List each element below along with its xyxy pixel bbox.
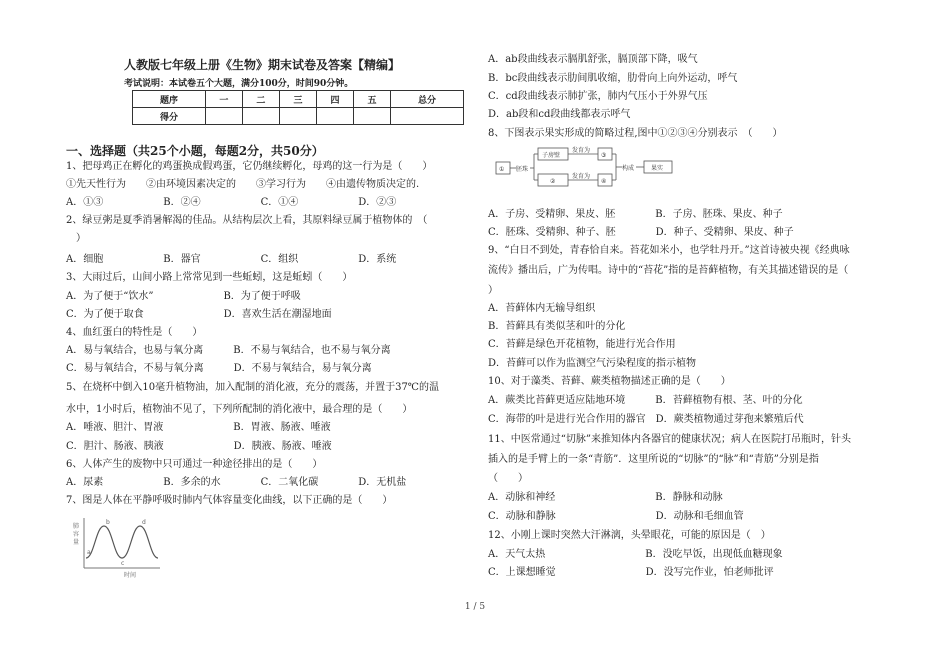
flow-label: 发育为 — [572, 147, 591, 154]
question-line: B．苔藓具有类似茎和叶的分化 — [488, 321, 626, 332]
section-heading: 一、选择题（共25个小题，每题2分，共50分） — [66, 144, 324, 158]
question-line: 6、人体产生的废物中只可通过一种途径排出的是（ ） — [66, 459, 323, 470]
question-line: 11、中医常通过“切脉”来推知体内各器官的健康状况；病人在医院打吊瓶时，针头 — [488, 434, 851, 445]
graph-ylabel-3: 量 — [73, 539, 80, 546]
lung-volume-graph — [72, 514, 164, 578]
score-header-cell: 四 — [316, 91, 353, 108]
question-line: ①先天性行为 ②由环境因素决定的 ③学习行为 ④由遗传物质决定的. — [66, 179, 420, 190]
graph-point-label: d — [142, 519, 146, 526]
score-cell[interactable] — [354, 108, 391, 125]
flow-label: ① — [499, 166, 505, 173]
flow-label: 果实 — [651, 165, 664, 172]
question-line: A．ab段曲线表示膈肌舒张，膈顶部下降，吸气 — [488, 54, 698, 65]
question-line: 3、大雨过后，山间小路上常常见到一些蚯蚓，这是蚯蚓（ ） — [66, 272, 353, 283]
question-line: A．细胞 B．器官 C．组织 D．系统 — [66, 254, 397, 265]
graph-point-label: a — [87, 549, 91, 556]
question-line: A．①③ B．②④ C．①④ D．②③ — [66, 197, 397, 208]
question-line: A．子房、受精卵、果皮、胚 B．子房、胚珠、果皮、种子 — [488, 209, 783, 220]
question-line: C．上课想睡觉 D．没写完作业，怕老师批评 — [488, 567, 774, 578]
question-line: 8、下图表示果实形成的简略过程,图中①②③④分别表示 （ ） — [488, 128, 783, 139]
graph-point-label: b — [106, 519, 110, 526]
score-cell[interactable] — [242, 108, 279, 125]
score-header-cell: 三 — [279, 91, 316, 108]
question-line: A．蕨类比苔藓更适应陆地环境 B．苔藓植物有根、茎、叶的分化 — [488, 395, 803, 406]
flow-label: 发育为 — [572, 173, 591, 180]
score-table-row — [133, 108, 464, 125]
question-line: 水中，1小时后，植物油不见了，下列所配制的消化液中，最合理的是（ ） — [66, 404, 413, 415]
score-table — [132, 90, 464, 125]
flow-label: ④ — [601, 178, 607, 185]
graph-curve — [86, 526, 158, 558]
question-line: D．苔藓可以作为监测空气污染程度的指示植物 — [488, 358, 697, 369]
score-header-cell: 二 — [242, 91, 279, 108]
question-line: C．动脉和静脉 D．动脉和毛细血管 — [488, 511, 744, 522]
page-title: 人教版七年级上册《生物》期末试卷及答案【精编】 — [124, 58, 401, 72]
question-line: 2、绿豆粥是夏季消暑解渴的佳品。从结构层次上看，其原料绿豆属于植物体的 （ — [66, 215, 428, 226]
question-line: A．唾液、胆汁、胃液 B．胃液、肠液、唾液 — [66, 422, 331, 433]
question-line: ） — [488, 285, 498, 296]
question-line: A．苔藓体内无输导组织 — [488, 303, 596, 314]
question-line: C．易与氧结合，不易与氧分离 D．不易与氧结合，易与氧分离 — [66, 363, 372, 374]
question-line: C．海带的叶是进行光合作用的器官 D．蕨类植物通过芽孢来繁殖后代 — [488, 414, 804, 425]
question-line: 10、对于藻类、苔藓、蕨类植物描述正确的是（ ） — [488, 376, 731, 387]
question-line: A．动脉和神经 B．静脉和动脉 — [488, 492, 723, 503]
question-line: 流传》播出后，广为传唱。诗中的“苔花”指的是苔藓植物，有关其描述错误的是（ — [488, 265, 849, 276]
question-line: A．易与氧结合，也易与氧分离 B．不易与氧结合，也不易与氧分离 — [66, 345, 391, 356]
score-row-label: 得分 — [133, 108, 206, 125]
score-cell[interactable] — [279, 108, 316, 125]
question-line: （ ） — [488, 473, 528, 484]
question-line: C．苔藓是绿色开花植物，能进行光合作用 — [488, 339, 676, 350]
page-number: 1 / 5 — [464, 602, 486, 612]
graph-xlabel: 时间 — [124, 572, 137, 578]
question-line: C．cd段曲线表示肺扩张，肺内气压小于外界气压 — [488, 91, 708, 102]
score-cell[interactable] — [316, 108, 353, 125]
graph-point-label: c — [121, 560, 125, 567]
question-line: A．天气太热 B．没吃早饭，出现低血糖现象 — [488, 549, 783, 560]
question-line: A．为了便于“饮水” B．为了便于呼吸 — [66, 291, 301, 302]
question-line: C．胆汁、肠液、胰液 D．胰液、肠液、唾液 — [66, 441, 332, 452]
question-line: 4、血红蛋白的特性是（ ） — [66, 327, 203, 338]
question-line: C．为了便于取食 D．喜欢生活在潮湿地面 — [66, 309, 332, 320]
score-table-header-row — [133, 91, 464, 108]
question-line: D．ab段和cd段曲线都表示呼气 — [488, 109, 631, 120]
flow-label: 子房壁 — [542, 152, 561, 159]
question-line: 7、图是人体在平静呼吸时肺内气体容量变化曲线，以下正确的是（ ） — [66, 495, 393, 506]
score-header-cell: 总分 — [391, 91, 464, 108]
graph-ylabel-2: 容 — [73, 531, 80, 538]
flow-label: 胚珠 — [516, 166, 529, 173]
graph-ylabel-1: 肺 — [73, 523, 80, 530]
score-cell[interactable] — [391, 108, 464, 125]
flow-label: ② — [550, 178, 556, 185]
flow-label: ③ — [601, 152, 607, 159]
exam-note: 考试说明：本试卷五个大题，满分100分，时间90分钟。 — [124, 79, 354, 89]
score-header-cell: 一 — [205, 91, 242, 108]
question-line: ） — [66, 233, 86, 244]
score-cell[interactable] — [205, 108, 242, 125]
question-line: 1、把母鸡正在孵化的鸡蛋换成假鸡蛋，它仍继续孵化，母鸡的这一行为是（ ） — [66, 161, 433, 172]
score-header-cell: 五 — [354, 91, 391, 108]
question-line: 9、“白日不到处，青春恰自来。苔花如米小，也学牡丹开。”这首诗被央视《经典咏 — [488, 245, 850, 256]
fruit-formation-diagram — [494, 146, 684, 196]
question-line: C．胚珠、受精卵、种子、胚 D．种子、受精卵、果皮、种子 — [488, 227, 794, 238]
question-line: B．bc段曲线表示肋间肌收缩，肋骨向上向外运动，呼气 — [488, 73, 738, 84]
score-header-cell: 题序 — [133, 91, 206, 108]
flow-label: 构成 — [622, 165, 635, 172]
question-line: 12、小刚上课时突然大汗淋漓，头晕眼花，可能的原因是（ ） — [488, 530, 771, 541]
question-line: A．尿素 B．多余的水 C．二氧化碳 D．无机盐 — [66, 477, 407, 488]
question-line: 5、在烧杯中倒入10毫升植物油，加入配制的消化液，充分的震荡，并置于37℃的温 — [66, 382, 439, 393]
question-line: 插入的是手臂上的一条“青筋”．这里所说的“切脉”的“脉”和“青筋”分别是指 — [488, 454, 819, 465]
